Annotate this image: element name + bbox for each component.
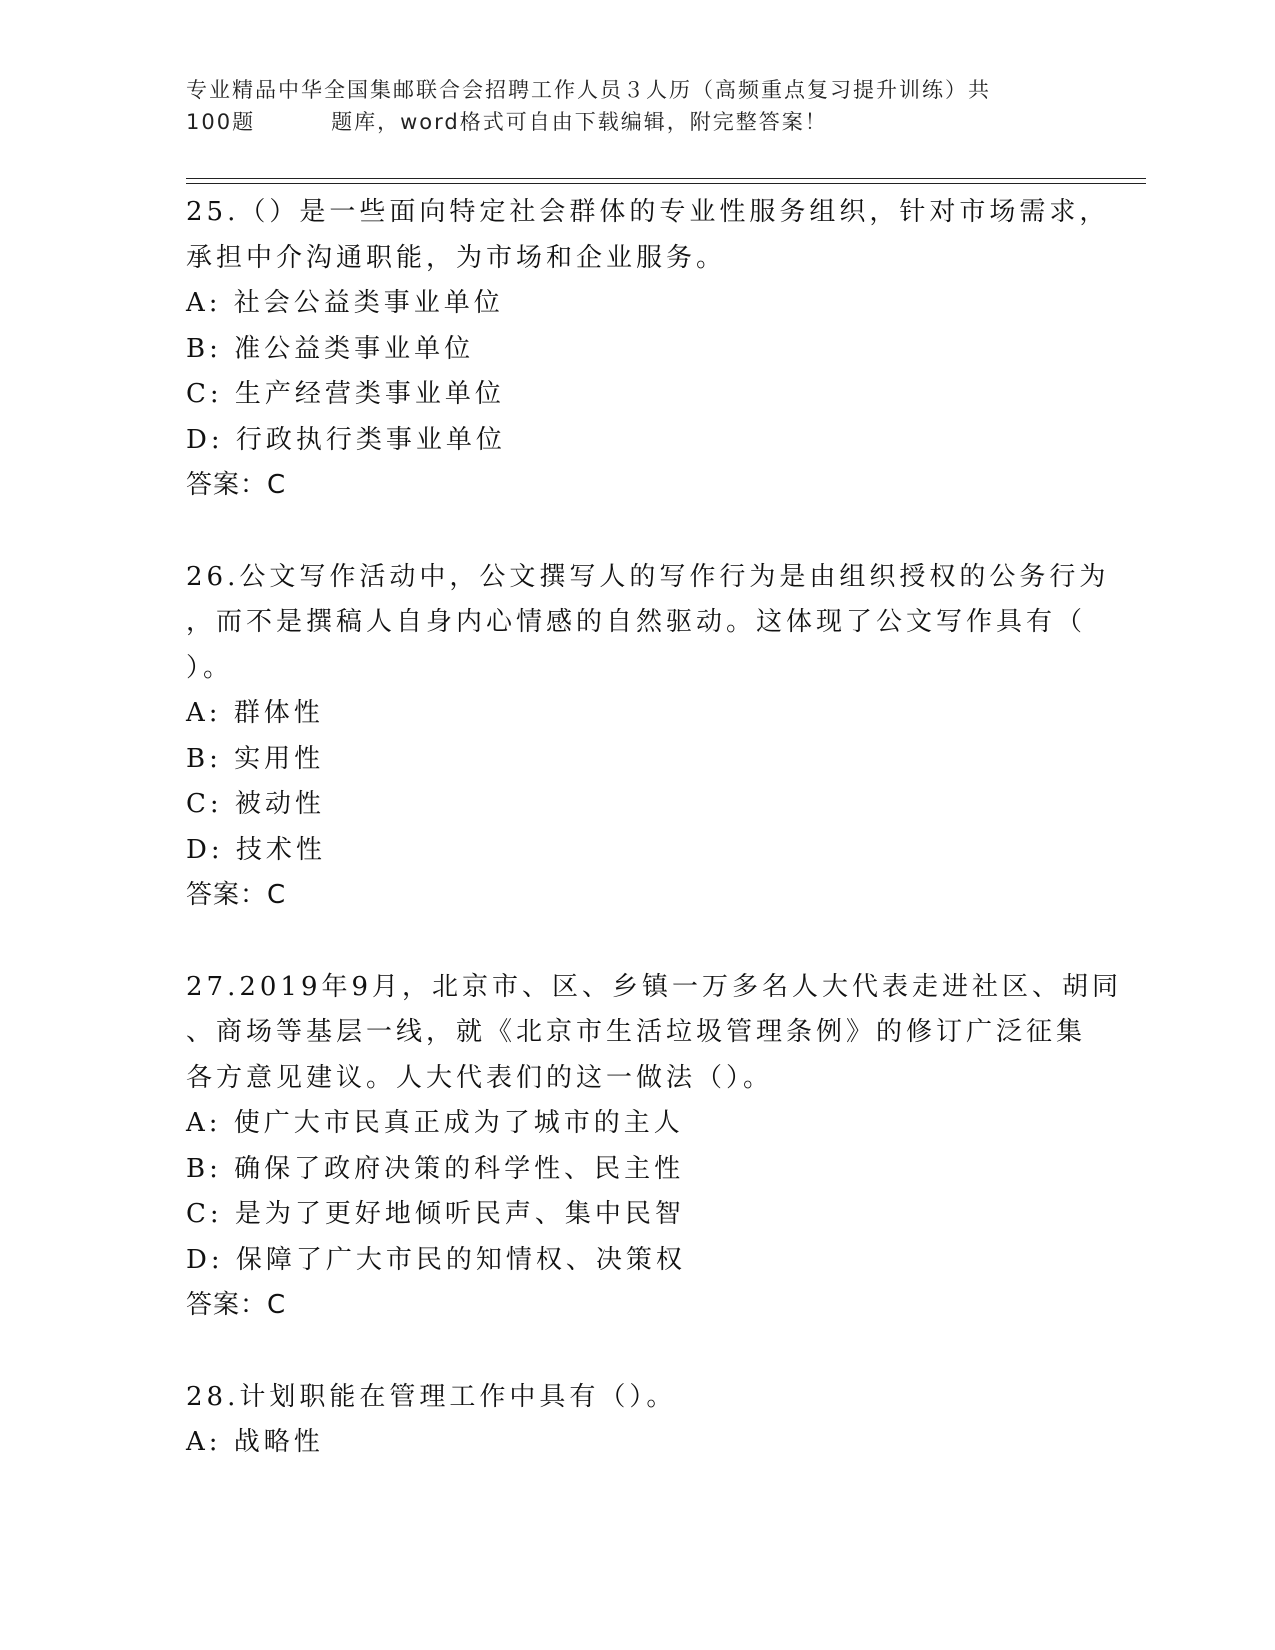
header-rule-top	[186, 178, 1146, 179]
header-description: 题库，word格式可自由下载编辑，附完整答案！	[331, 110, 828, 134]
question-stem-line: 25.（）是一些面向特定社会群体的专业性服务组织，针对市场需求，	[186, 197, 1110, 227]
header-title-line1: 专业精品中华全国集邮联合会招聘工作人员３人历（高频重点复习提升训练）共	[186, 78, 991, 102]
question-stem-line: 26.公文写作活动中，公文撰写人的写作行为是由组织授权的公务行为	[186, 561, 1110, 592]
option-b: B: 确保了政府决策的科学性、民主性	[186, 1153, 685, 1184]
question-26	[186, 555, 1110, 919]
question-list	[186, 190, 1123, 1466]
question-28	[186, 1375, 1086, 1466]
answer: 答案：C	[186, 880, 287, 910]
question-stem-line: 承担中介沟通职能，为市场和企业服务。	[186, 242, 727, 273]
question-stem-line: 27.2019年9月，北京市、区、乡镇一万多名人大代表走进社区、胡同	[186, 971, 1123, 1002]
question-stem-line: ，而不是撰稿人自身内心情感的自然驱动。这体现了公文写作具有（	[186, 607, 1087, 637]
option-a: A: 群体性	[186, 698, 324, 728]
option-b: B: 准公益类事业单位	[186, 333, 475, 364]
question-stem-line: ）。	[186, 652, 234, 683]
answer: 答案：C	[186, 470, 287, 500]
option-b: B: 实用性	[186, 743, 325, 774]
question-25	[186, 190, 1110, 509]
page-header	[186, 74, 1066, 138]
option-d: D: 保障了广大市民的知情权、决策权	[186, 1244, 686, 1275]
question-stem-line: 、商场等基层一线，就《北京市生活垃圾管理条例》的修订广泛征集	[186, 1017, 1087, 1047]
header-question-count: 100题	[186, 110, 256, 134]
option-d: D: 技术性	[186, 834, 326, 865]
question-stem-line: 各方意见建议。人大代表们的这一做法（）。	[186, 1062, 774, 1093]
option-c: C: 生产经营类事业单位	[186, 379, 505, 409]
option-d: D: 行政执行类事业单位	[186, 424, 506, 455]
option-c: C: 是为了更好地倾听民声、集中民智	[186, 1199, 685, 1229]
header-rule-bottom	[186, 183, 1146, 184]
answer: 答案：C	[186, 1290, 287, 1320]
question-27	[186, 965, 1123, 1329]
question-stem-line: 28.计划职能在管理工作中具有（）。	[186, 1381, 677, 1412]
option-a: A: 社会公益类事业单位	[186, 288, 504, 318]
option-a: A: 战略性	[186, 1427, 324, 1457]
option-c: C: 被动性	[186, 789, 325, 819]
option-a: A: 使广大市民真正成为了城市的主人	[186, 1108, 684, 1138]
header-title-line2	[186, 106, 1066, 138]
